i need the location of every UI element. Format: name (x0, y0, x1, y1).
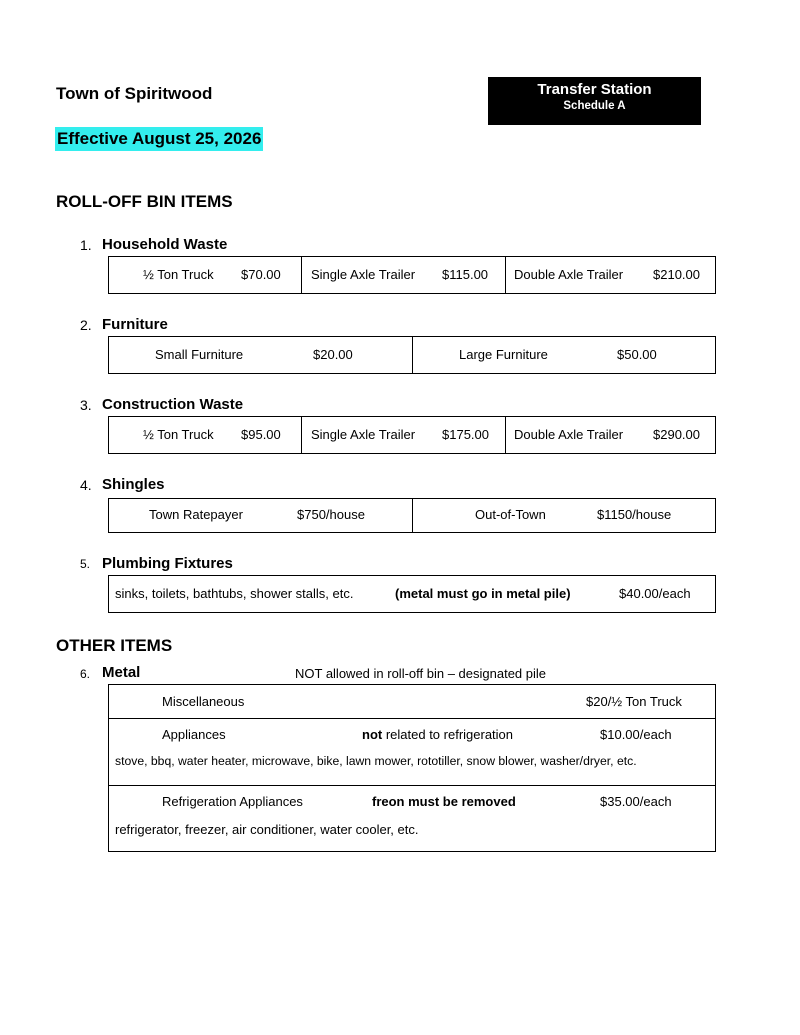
rate-cell (109, 417, 301, 453)
plumbing-price: $40.00/each (619, 586, 691, 601)
rate-label: Single Axle Trailer (311, 427, 416, 442)
item-title-shingles: Shingles (102, 476, 165, 493)
item-number: 6. (80, 667, 91, 681)
rate-price: $210.00 (653, 267, 700, 282)
schedule-subtitle: Schedule A (563, 100, 626, 112)
rate-cell (412, 499, 715, 532)
item-number: 3. (80, 397, 92, 413)
item-number: 1. (80, 237, 92, 253)
appliances-note-bold: not (362, 727, 383, 742)
rate-label: ½ Ton Truck (143, 427, 214, 442)
section-rolloff: ROLL-OFF BIN ITEMS (56, 192, 233, 211)
rate-price: $50.00 (617, 347, 657, 362)
rate-cell (109, 257, 301, 293)
plumbing-desc: sinks, toilets, bathtubs, shower stalls, etc. (115, 586, 354, 601)
item-title-household: Household Waste (102, 236, 228, 253)
refrigeration-price: $35.00/each (600, 794, 672, 809)
appliances-label: Appliances (162, 727, 226, 742)
rate-label: Small Furniture (155, 347, 244, 362)
rate-price: $20.00 (313, 347, 353, 362)
table-metal (108, 684, 716, 852)
rate-price: $95.00 (241, 427, 281, 442)
schedule-title: Transfer Station (537, 81, 652, 98)
appliances-desc: stove, bbq, water heater, microwave, bike, lawn mower, rototiller, snow blower, washer/dryer, etc. (115, 754, 637, 768)
rate-label: Large Furniture (459, 347, 548, 362)
rate-cell (109, 499, 412, 532)
rate-price: $175.00 (442, 427, 489, 442)
rate-price: $70.00 (241, 267, 281, 282)
misc-price: $20/½ Ton Truck (586, 694, 682, 709)
misc-label: Miscellaneous (162, 694, 245, 709)
appliances-price: $10.00/each (600, 727, 672, 742)
rate-label: ½ Ton Truck (143, 267, 214, 282)
item-number: 5. (80, 557, 91, 571)
item-number: 4. (80, 477, 92, 493)
rate-price: $750/house (297, 507, 365, 522)
rate-price: $1150/house (597, 507, 672, 522)
item-title-plumbing: Plumbing Fixtures (102, 555, 233, 572)
rate-cell (301, 417, 505, 453)
rate-cell (505, 257, 715, 293)
table-plumbing (108, 575, 716, 613)
refrigeration-note: freon must be removed (372, 794, 516, 809)
schedule-badge (488, 77, 701, 125)
effective-date: Effective August 25, 2026 (55, 127, 263, 151)
item-number: 2. (80, 317, 92, 333)
table-furniture (108, 336, 716, 374)
rate-price: $290.00 (653, 427, 700, 442)
appliances-note (362, 727, 513, 742)
rate-label: Out-of-Town (475, 507, 546, 522)
town-name: Town of Spiritwood (56, 84, 213, 103)
item-title-construction: Construction Waste (102, 396, 244, 413)
plumbing-note: (metal must go in metal pile) (395, 586, 571, 601)
item-title-furniture: Furniture (102, 316, 168, 333)
rate-cell (109, 337, 412, 373)
table-shingles (108, 498, 716, 533)
rate-label: Double Axle Trailer (514, 427, 624, 442)
rate-cell (301, 257, 505, 293)
table-household (108, 256, 716, 294)
refrigeration-desc: refrigerator, freezer, air conditioner, water cooler, etc. (115, 822, 419, 837)
table-construction (108, 416, 716, 454)
divider (109, 785, 715, 786)
rate-label: Single Axle Trailer (311, 267, 416, 282)
refrigeration-label: Refrigeration Appliances (162, 794, 303, 809)
rate-label: Town Ratepayer (149, 507, 243, 522)
metal-note: NOT allowed in roll-off bin – designated pile (295, 666, 546, 681)
appliances-note-rest: related to refrigeration (382, 727, 514, 742)
section-other: OTHER ITEMS (56, 636, 173, 655)
divider (109, 718, 715, 719)
rate-cell (505, 417, 715, 453)
rate-label: Double Axle Trailer (514, 267, 624, 282)
item-title-metal: Metal (102, 664, 141, 681)
rate-cell (412, 337, 715, 373)
rate-price: $115.00 (442, 267, 489, 282)
